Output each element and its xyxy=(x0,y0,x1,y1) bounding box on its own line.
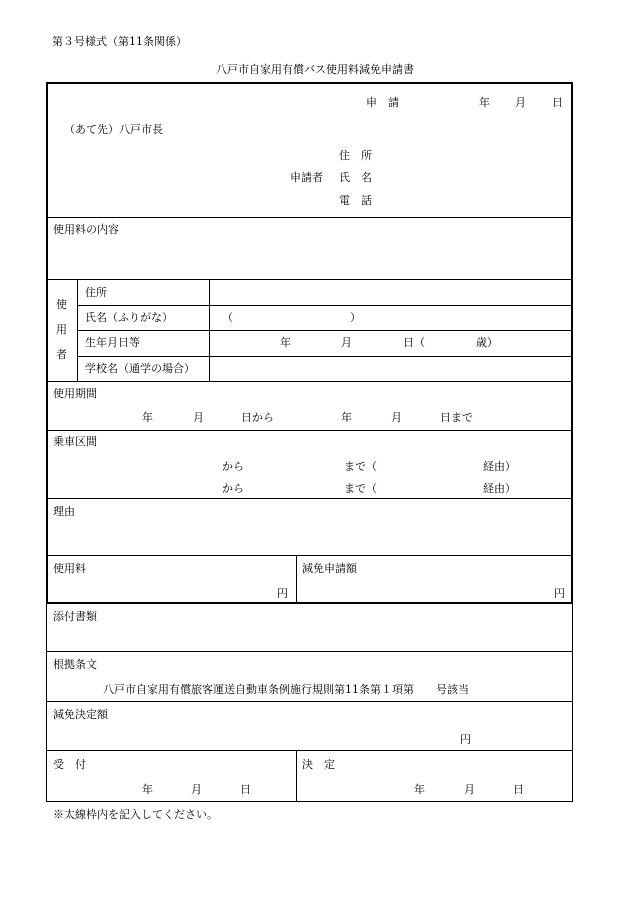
applicant-phone-label: 電 話 xyxy=(339,194,372,207)
section-1-from: から xyxy=(222,460,244,473)
apply-month: 月 xyxy=(515,96,526,109)
reception-year: 年 xyxy=(142,783,153,796)
applicant-label: 申請者 xyxy=(290,171,323,184)
name-paren-close: ） xyxy=(350,311,361,324)
period-to-year: 年 xyxy=(341,411,352,424)
name-paren-open: （ xyxy=(222,311,233,324)
reception-month: 月 xyxy=(191,783,202,796)
user-side-label-1: 使 xyxy=(56,298,67,311)
section-1-via: 経由） xyxy=(483,460,516,473)
reduction-decision-yen: 円 xyxy=(460,733,471,746)
period-from-day: 日から xyxy=(241,411,274,424)
footnote: ※太線枠内を記入してください。 xyxy=(53,808,218,821)
attachments-label: 添付書類 xyxy=(53,610,97,623)
decision-label: 決 定 xyxy=(302,758,335,771)
section-2-from: から xyxy=(222,482,244,495)
reception-label: 受 付 xyxy=(53,758,86,771)
user-birth-label: 生年月日等 xyxy=(85,336,140,349)
apply-day: 日 xyxy=(552,96,563,109)
reduction-decision-label: 減免決定額 xyxy=(53,708,108,721)
basis-text: 八戸市自家用有償旅客運送自動車条例施行規則第11条第１項第 号該当 xyxy=(103,683,469,696)
reduction-request-label: 減免申請額 xyxy=(302,562,357,575)
user-address-label: 住所 xyxy=(85,286,107,299)
user-side-label-3: 者 xyxy=(56,348,67,361)
apply-year: 年 xyxy=(479,96,490,109)
user-school-label: 学校名（通学の場合） xyxy=(85,362,195,375)
section-2-to: まで（ xyxy=(344,482,377,495)
period-from-year: 年 xyxy=(142,411,153,424)
birth-month: 月 xyxy=(341,336,352,349)
reception-day: 日 xyxy=(240,783,251,796)
fee-label: 使用料 xyxy=(53,562,86,575)
period-to-month: 月 xyxy=(391,411,402,424)
form-number: 第３号様式（第11条関係） xyxy=(52,35,187,48)
basis-label: 根拠条文 xyxy=(53,658,97,671)
decision-year: 年 xyxy=(414,783,425,796)
section-1-to: まで（ xyxy=(344,460,377,473)
reason-label: 理由 xyxy=(53,505,75,518)
fee-yen: 円 xyxy=(277,587,288,600)
user-side-label-2: 用 xyxy=(56,323,67,336)
period-from-month: 月 xyxy=(193,411,204,424)
apply-label: 申 請 xyxy=(366,96,399,109)
usage-content-label: 使用料の内容 xyxy=(53,223,119,236)
age: 歳） xyxy=(476,336,498,349)
applicant-name-label: 氏 名 xyxy=(339,171,372,184)
birth-year: 年 xyxy=(280,336,291,349)
section-label: 乗車区間 xyxy=(53,435,97,448)
period-label: 使用期間 xyxy=(53,387,97,400)
decision-day: 日 xyxy=(513,783,524,796)
section-2-via: 経由） xyxy=(483,482,516,495)
period-to-day: 日まで xyxy=(440,411,473,424)
form-title: 八戸市自家用有償バス使用料減免申請書 xyxy=(216,63,414,76)
addressee: （あて先）八戸市長 xyxy=(64,123,163,136)
applicant-address-label: 住 所 xyxy=(339,149,372,162)
decision-month: 月 xyxy=(464,783,475,796)
reduction-request-yen: 円 xyxy=(554,587,565,600)
birth-day: 日（ xyxy=(403,336,425,349)
user-name-label: 氏名（ふりがな） xyxy=(85,311,173,324)
